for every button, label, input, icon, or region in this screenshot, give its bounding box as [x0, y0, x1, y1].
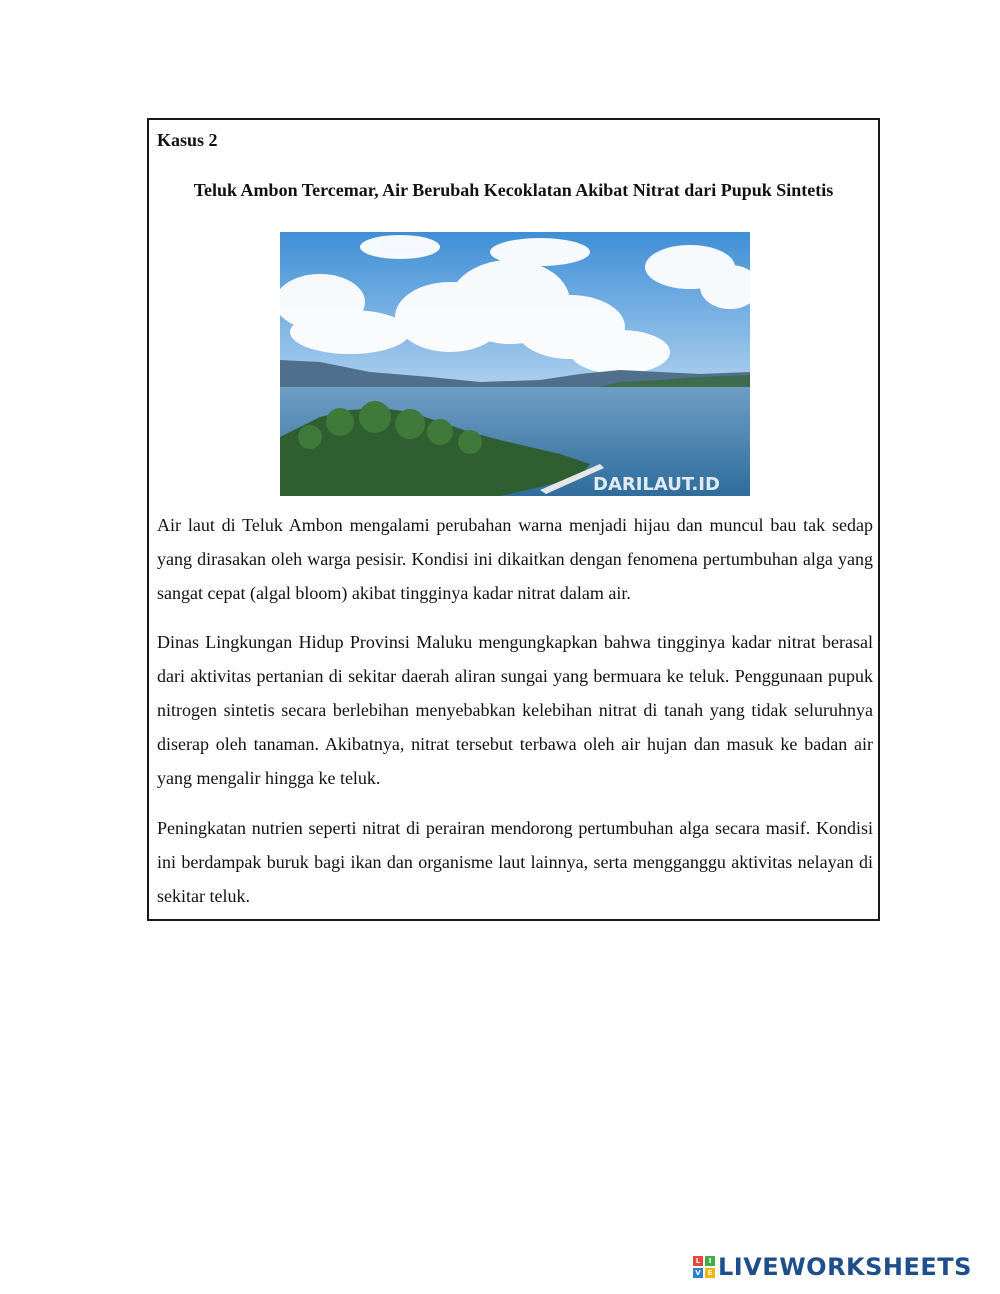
case-study-box — [147, 118, 880, 921]
paragraph-3: Peningkatan nutrien seperti nitrat di perairan mendorong pertumbuhan alga secara masif. Kondisi ini berdampak buruk bagi ikan dan organisme laut lainnya, serta mengganggu aktivitas nelayan di sekitar teluk. — [157, 818, 873, 906]
logo-tile: E — [705, 1268, 715, 1278]
logo-tiles-icon — [693, 1256, 715, 1278]
brand-name: LIVEWORKSHEETS — [718, 1253, 972, 1281]
photo-watermark: DARILAUT.ID — [593, 474, 720, 495]
liveworksheets-logo[interactable] — [693, 1253, 972, 1281]
logo-tile: I — [705, 1256, 715, 1266]
paragraph-2: Dinas Lingkungan Hidup Provinsi Maluku mengungkapkan bahwa tingginya kadar nitrat berasal dari aktivitas pertanian di sekitar daerah aliran sungai yang bermuara ke teluk. Penggunaan pupuk nitrogen sintetis secara berlebihan menyebabkan kelebihan nitrat di tanah yang tidak seluruhnya diserap oleh tanaman. Akibatnya, nitrat tersebut terbawa oleh air hujan dan masuk ke badan air yang mengalir hingga ke teluk. — [157, 632, 873, 788]
logo-tile: L — [693, 1256, 703, 1266]
case-label: Kasus 2 — [157, 130, 218, 150]
bay-photo — [280, 232, 750, 496]
logo-tile: V — [693, 1268, 703, 1278]
case-title: Teluk Ambon Tercemar, Air Berubah Kecoklatan Akibat Nitrat dari Pupuk Sintetis — [193, 180, 834, 200]
paragraph-1: Air laut di Teluk Ambon mengalami perubahan warna menjadi hijau dan muncul bau tak sedap yang dirasakan oleh warga pesisir. Kondisi ini dikaitkan dengan fenomena pertumbuhan alga yang sangat cepat (algal bloom) akibat tingginya kadar nitrat dalam air. — [157, 515, 873, 603]
